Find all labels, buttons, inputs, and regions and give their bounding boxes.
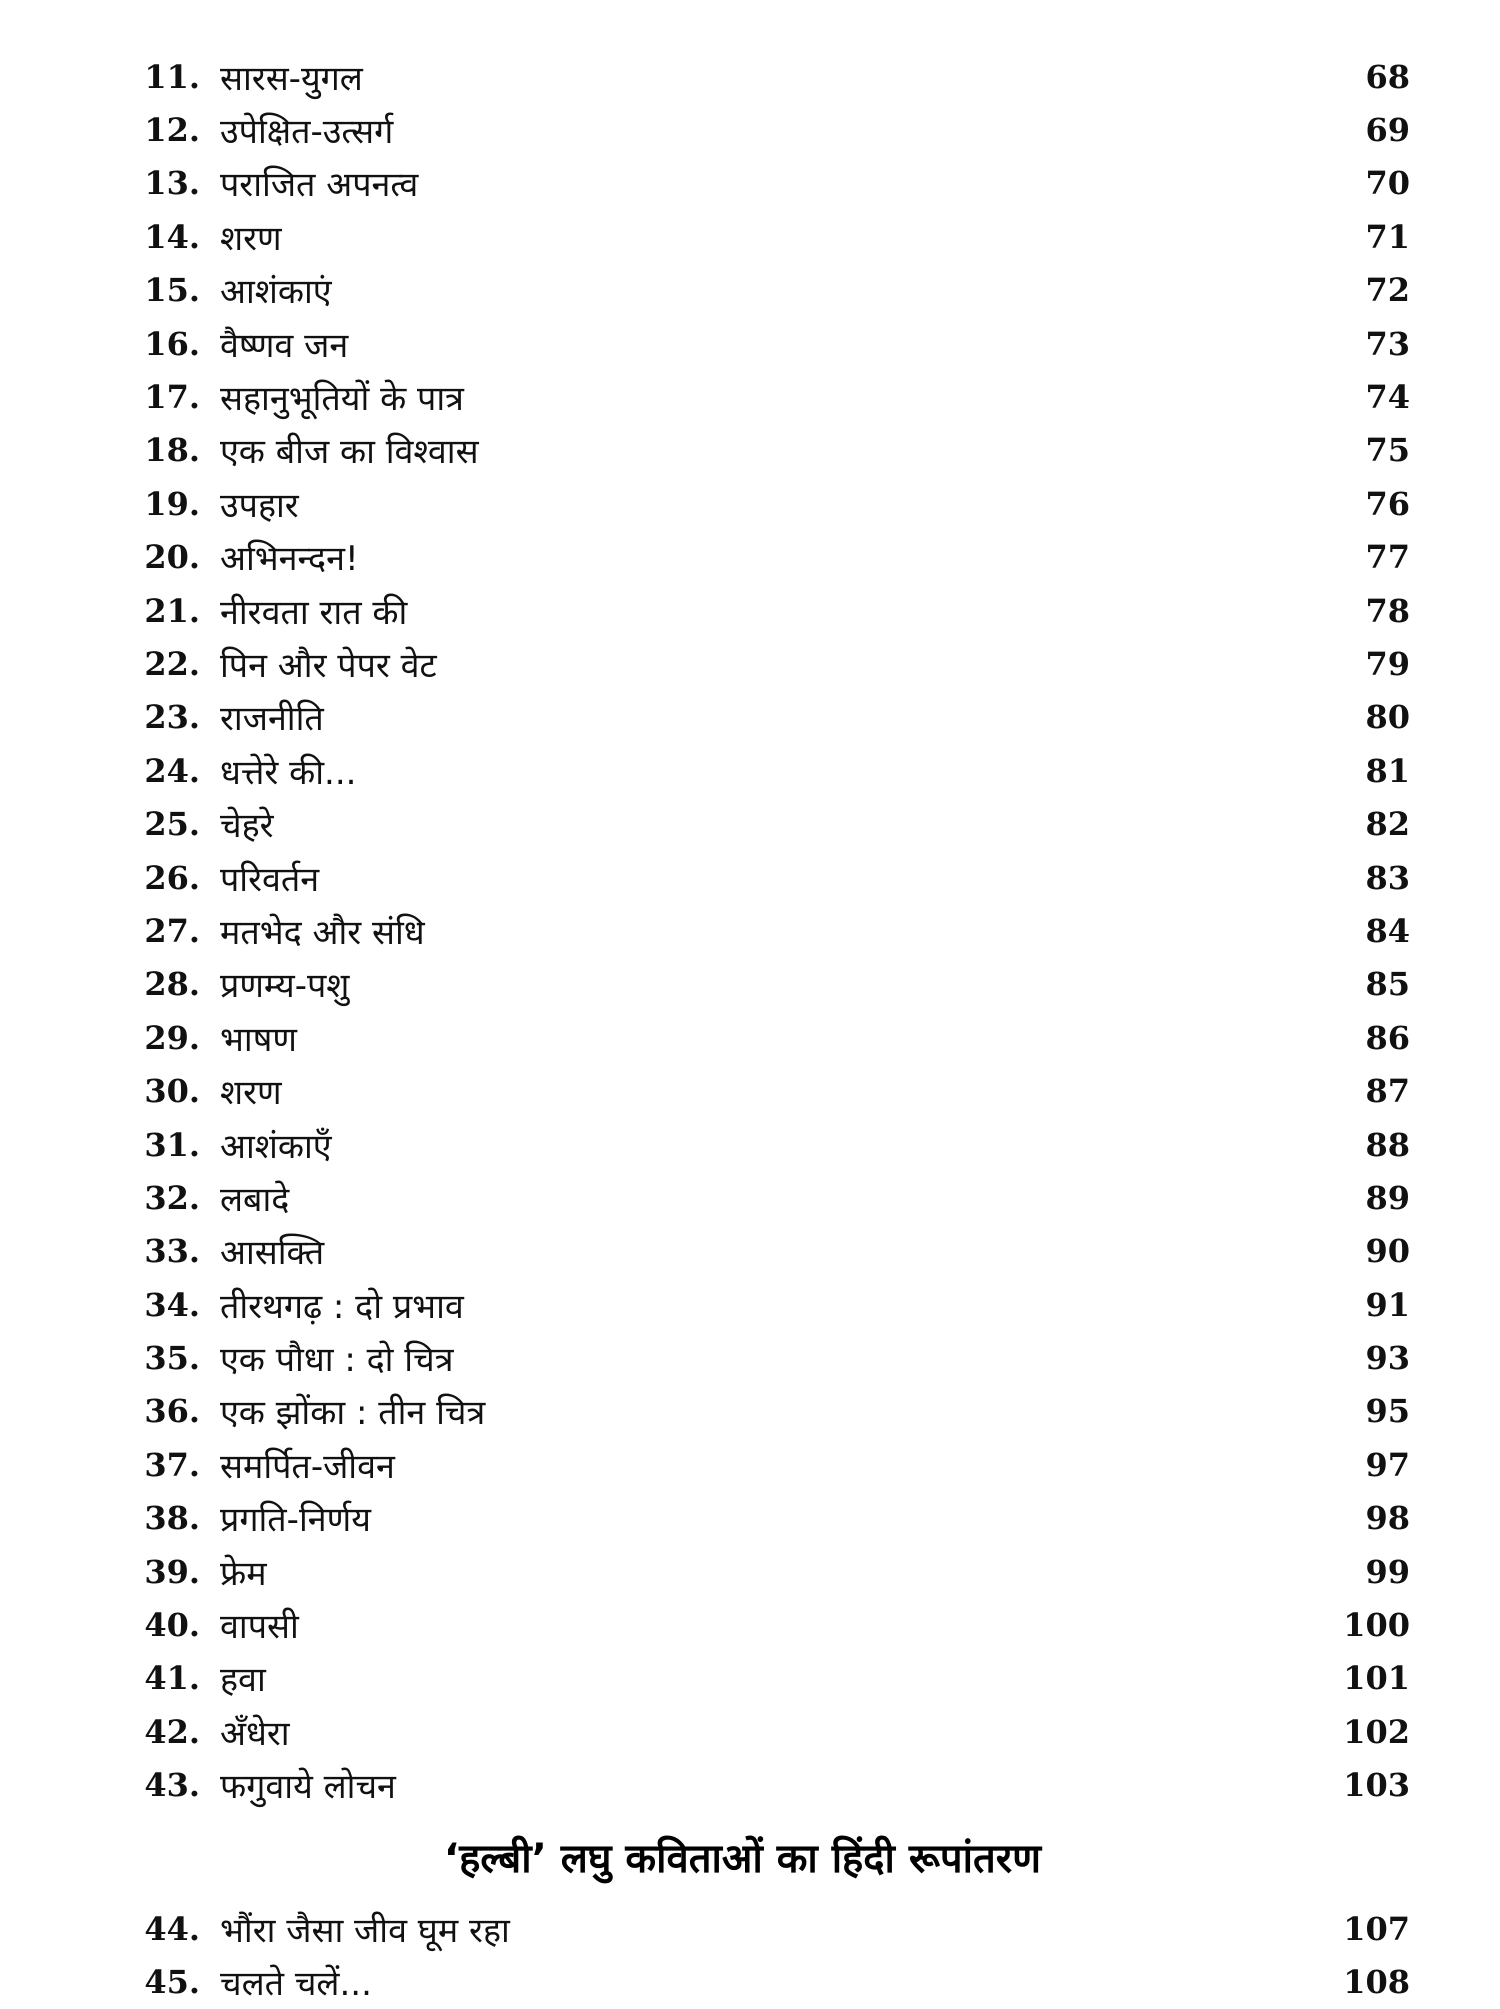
toc-entry [115,1955,1410,2008]
entry-title: शरण [220,1073,282,1114]
toc-entry [115,531,1410,584]
entry-page-number: 95 [1365,1392,1410,1431]
entry-page-number: 99 [1365,1552,1410,1591]
toc-entry [115,370,1410,423]
toc-entry [115,1225,1410,1278]
entry-number: 39. [144,1552,200,1591]
entry-number: 26. [144,858,200,897]
entry-title: मतभेद और संधि [220,912,425,953]
entry-title: अँधेरा [220,1713,290,1754]
entry-page-number: 78 [1365,591,1410,630]
entry-number: 13. [144,164,200,203]
entry-page-number: 73 [1365,324,1410,363]
entry-number: 19. [144,484,200,523]
entry-page-number: 69 [1365,111,1410,150]
entry-page-number: 71 [1365,217,1410,256]
toc-entry [115,157,1410,210]
entry-title: प्रणम्य-पशु [220,966,350,1007]
entry-page-number: 84 [1365,911,1410,950]
toc-entry [115,904,1410,957]
toc-entry [115,1438,1410,1491]
entry-number: 29. [144,1018,200,1057]
toc-entry [115,797,1410,850]
entry-title: वापसी [220,1607,299,1648]
toc-entry [115,1705,1410,1758]
entry-title: आशंकाएं [220,272,332,313]
entry-title: एक पौधा : दो चित्र [220,1340,454,1381]
section-toc-list [115,1902,1410,2009]
entry-title: भौंरा जैसा जीव घूम रहा [220,1910,510,1951]
entry-page-number: 77 [1365,538,1410,577]
entry-page-number: 70 [1365,164,1410,203]
entry-number: 14. [144,217,200,256]
entry-page-number: 98 [1365,1499,1410,1538]
entry-page-number: 87 [1365,1072,1410,1111]
entry-page-number: 103 [1343,1766,1410,1805]
toc-entry [115,1385,1410,1438]
entry-page-number: 82 [1365,805,1410,844]
entry-number: 21. [144,591,200,630]
entry-page-number: 90 [1365,1232,1410,1271]
entry-title: राजनीति [220,699,324,740]
entry-number: 28. [144,965,200,1004]
entry-title: आसक्ति [220,1233,325,1274]
entry-page-number: 86 [1365,1018,1410,1057]
toc-entry [115,637,1410,690]
entry-title: सारस-युगल [220,58,363,99]
toc-entry [115,1545,1410,1598]
entry-number: 43. [144,1766,200,1805]
toc-entry [115,1331,1410,1384]
entry-title: नीरवता रात की [220,592,408,633]
toc-entry [115,1171,1410,1224]
entry-number: 38. [144,1499,200,1538]
toc-entry [115,264,1410,317]
entry-title: चेहरे [220,806,274,847]
toc-entry [115,50,1410,103]
entry-number: 41. [144,1659,200,1698]
entry-number: 11. [144,57,200,96]
entry-page-number: 75 [1365,431,1410,470]
entry-number: 25. [144,805,200,844]
entry-title: धत्तेरे की... [220,752,357,793]
toc-entry [115,1064,1410,1117]
toc-entry [115,1118,1410,1171]
entry-title: प्रगति-निर्णय [220,1500,371,1541]
entry-number: 12. [144,111,200,150]
entry-number: 27. [144,911,200,950]
entry-title: फ्रेम [220,1553,267,1594]
entry-title: एक बीज का विश्वास [220,432,479,473]
entry-page-number: 81 [1365,751,1410,790]
toc-entry [115,1492,1410,1545]
toc-entry [115,317,1410,370]
entry-page-number: 79 [1365,644,1410,683]
entry-title: आशंकाएँ [220,1126,332,1167]
entry-page-number: 88 [1365,1125,1410,1164]
entry-page-number: 93 [1365,1339,1410,1378]
entry-title: परिवर्तन [220,859,320,900]
toc-entry [115,1902,1410,1955]
toc-entry [115,584,1410,637]
toc-entry [115,210,1410,263]
entry-title: उपहार [220,485,299,526]
entry-page-number: 100 [1343,1606,1410,1645]
entry-number: 17. [144,378,200,417]
toc-entry [115,1011,1410,1064]
toc-entry [115,477,1410,530]
entry-page-number: 97 [1365,1445,1410,1484]
toc-entry [115,958,1410,1011]
toc-entry [115,1759,1410,1812]
entry-title: लबादे [220,1179,290,1220]
entry-title: वैष्णव जन [220,325,349,366]
toc-entry [115,691,1410,744]
entry-title: पराजित अपनत्व [220,165,419,206]
entry-number: 35. [144,1339,200,1378]
entry-title: हवा [220,1660,266,1701]
entry-page-number: 85 [1365,965,1410,1004]
entry-number: 22. [144,644,200,683]
toc-entry [115,1652,1410,1705]
entry-number: 42. [144,1712,200,1751]
entry-title: भाषण [220,1019,297,1060]
entry-number: 36. [144,1392,200,1431]
entry-page-number: 83 [1365,858,1410,897]
entry-page-number: 101 [1343,1659,1410,1698]
entry-title: एक झोंका : तीन चित्र [220,1393,486,1434]
entry-number: 37. [144,1445,200,1484]
toc-entry [115,744,1410,797]
entry-number: 31. [144,1125,200,1164]
entry-number: 34. [144,1285,200,1324]
entry-title: पिन और पेपर वेट [220,645,437,686]
entry-page-number: 76 [1365,484,1410,523]
entry-number: 20. [144,538,200,577]
table-of-contents [115,50,1410,2009]
section-heading: ‘हल्बी’ लघु कविताओं का हिंदी रूपांतरण [443,1836,1042,1883]
entry-number: 45. [144,1962,200,2001]
toc-entry [115,851,1410,904]
entry-title: चलते चलें... [220,1963,372,2004]
entry-page-number: 89 [1365,1178,1410,1217]
entry-page-number: 80 [1365,698,1410,737]
entry-page-number: 102 [1343,1712,1410,1751]
entry-page-number: 108 [1343,1962,1410,2001]
entry-number: 23. [144,698,200,737]
entry-number: 40. [144,1606,200,1645]
entry-number: 44. [144,1909,200,1948]
toc-entry [115,103,1410,156]
entry-number: 32. [144,1178,200,1217]
entry-number: 24. [144,751,200,790]
toc-entry [115,1278,1410,1331]
entry-number: 18. [144,431,200,470]
toc-entry [115,1598,1410,1651]
entry-number: 16. [144,324,200,363]
entry-title: उपेक्षित-उत्सर्ग [220,112,394,153]
entry-number: 30. [144,1072,200,1111]
toc-list [115,50,1410,1812]
entry-title: अभिनन्दन! [220,539,359,580]
entry-page-number: 107 [1343,1909,1410,1948]
entry-number: 15. [144,271,200,310]
entry-number: 33. [144,1232,200,1271]
toc-entry [115,424,1410,477]
entry-title: समर्पित-जीवन [220,1446,395,1487]
entry-page-number: 91 [1365,1285,1410,1324]
entry-title: शरण [220,218,282,259]
entry-title: फगुवाये लोचन [220,1767,396,1808]
entry-title: सहानुभूतियों के पात्र [220,379,464,420]
entry-page-number: 72 [1365,271,1410,310]
entry-title: तीरथगढ़ : दो प्रभाव [220,1286,464,1327]
entry-page-number: 74 [1365,378,1410,417]
entry-page-number: 68 [1365,57,1410,96]
